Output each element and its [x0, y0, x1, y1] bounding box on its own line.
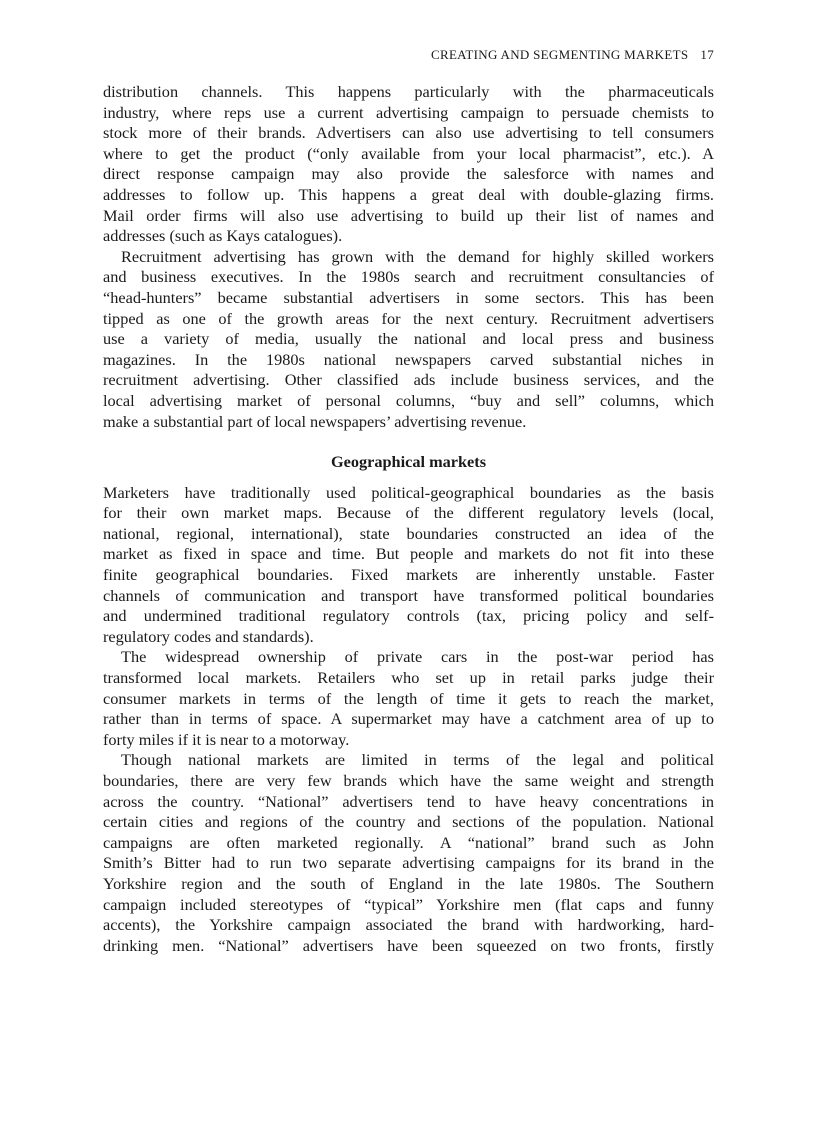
paragraph-distribution-channels: [103, 82, 714, 247]
running-head: [380, 47, 714, 63]
text-line: and undermined traditional regulatory controls (tax, pricing policy and self-: [103, 606, 714, 626]
body-text: [103, 82, 714, 956]
text-line: The widespread ownership of private cars in the post-war period has: [121, 647, 714, 667]
paragraph-recruitment-advertising: [103, 247, 714, 432]
text-line: market as fixed in space and time. But people and markets do not fit into these: [103, 544, 714, 564]
page-number: 17: [700, 47, 714, 62]
text-line: campaign included stereotypes of “typical” Yorkshire men (flat caps and funny: [103, 894, 714, 914]
text-line: magazines. In the 1980s national newspapers carved substantial niches in: [103, 349, 714, 369]
running-head-title: CREATING AND SEGMENTING MARKETS: [431, 47, 689, 62]
text-line: Smith’s Bitter had to run two separate advertising campaigns for its brand in the: [103, 853, 714, 873]
paragraph-national-markets: [103, 750, 714, 956]
text-line: stock more of their brands. Advertisers can also use advertising to tell consumers: [103, 123, 714, 143]
paragraph-political-boundaries: [103, 483, 714, 648]
text-line: campaigns are often marketed regionally. A “national” brand such as John: [103, 832, 714, 852]
section-heading: Geographical markets: [330, 452, 487, 472]
text-line: Recruitment advertising has grown with the demand for highly skilled workers: [121, 246, 714, 266]
text-line: rather than in terms of space. A supermarket may have a catchment area of up to: [103, 709, 714, 729]
text-line: addresses to follow up. This happens a great deal with double-glazing firms.: [103, 184, 714, 204]
text-line: Marketers have traditionally used political-geographical boundaries as the basis: [103, 482, 714, 502]
text-line: for their own market maps. Because of the different regulatory levels (local,: [103, 503, 714, 523]
text-line: Though national markets are limited in terms of the legal and political: [121, 750, 714, 770]
text-line: transformed local markets. Retailers who set up in retail parks judge their: [103, 668, 714, 688]
text-line: boundaries, there are very few brands which have the same weight and strength: [103, 771, 714, 790]
text-line: recruitment advertising. Other classified ads include business services, and the: [103, 370, 714, 390]
text-line: Mail order firms will also use advertising to build up their list of names and: [103, 205, 714, 225]
text-line: finite geographical boundaries. Fixed markets are inherently unstable. Faster: [103, 565, 714, 585]
text-line: channels of communication and transport have transformed political boundaries: [103, 585, 714, 605]
text-line: addresses (such as Kays catalogues).: [103, 226, 343, 246]
text-line: industry, where reps use a current advertising campaign to persuade chemists to: [103, 102, 714, 122]
text-line: drinking men. “National” advertisers have been squeezed on two fronts, firstly: [103, 935, 714, 955]
text-line: across the country. “National” advertisers tend to have heavy concentrations in: [103, 791, 714, 811]
text-line: use a variety of media, usually the national and local press and business: [103, 329, 714, 349]
text-line: tipped as one of the growth areas for the next century. Recruitment advertisers: [103, 308, 714, 328]
text-line: local advertising market of personal columns, “buy and sell” columns, which: [103, 390, 714, 410]
text-line: Yorkshire region and the south of England in the late 1980s. The Southern: [103, 873, 714, 893]
text-line: forty miles if it is near to a motorway.: [103, 729, 350, 749]
text-line: distribution channels. This happens particularly with the pharmaceuticals: [103, 82, 714, 101]
text-line: consumer markets in terms of the length of time it gets to reach the market,: [103, 688, 714, 708]
text-line: direct response campaign may also provide the salesforce with names and: [103, 164, 714, 184]
text-line: “head-hunters” became substantial advertisers in some sectors. This has been: [103, 287, 714, 307]
text-line: where to get the product (“only available from your local pharmacist”, etc.). A: [103, 143, 714, 163]
text-line: and business executives. In the 1980s search and recruitment consultancies of: [103, 267, 714, 287]
paragraph-private-cars: [103, 647, 714, 750]
text-line: make a substantial part of local newspapers’ advertising revenue.: [103, 411, 527, 431]
text-line: certain cities and regions of the country and sections of the population. National: [103, 812, 714, 832]
text-line: regulatory codes and standards).: [103, 626, 314, 646]
text-line: accents), the Yorkshire campaign associated the brand with hardworking, hard-: [103, 915, 714, 935]
text-line: national, regional, international), state boundaries constructed an idea of the: [103, 523, 714, 543]
